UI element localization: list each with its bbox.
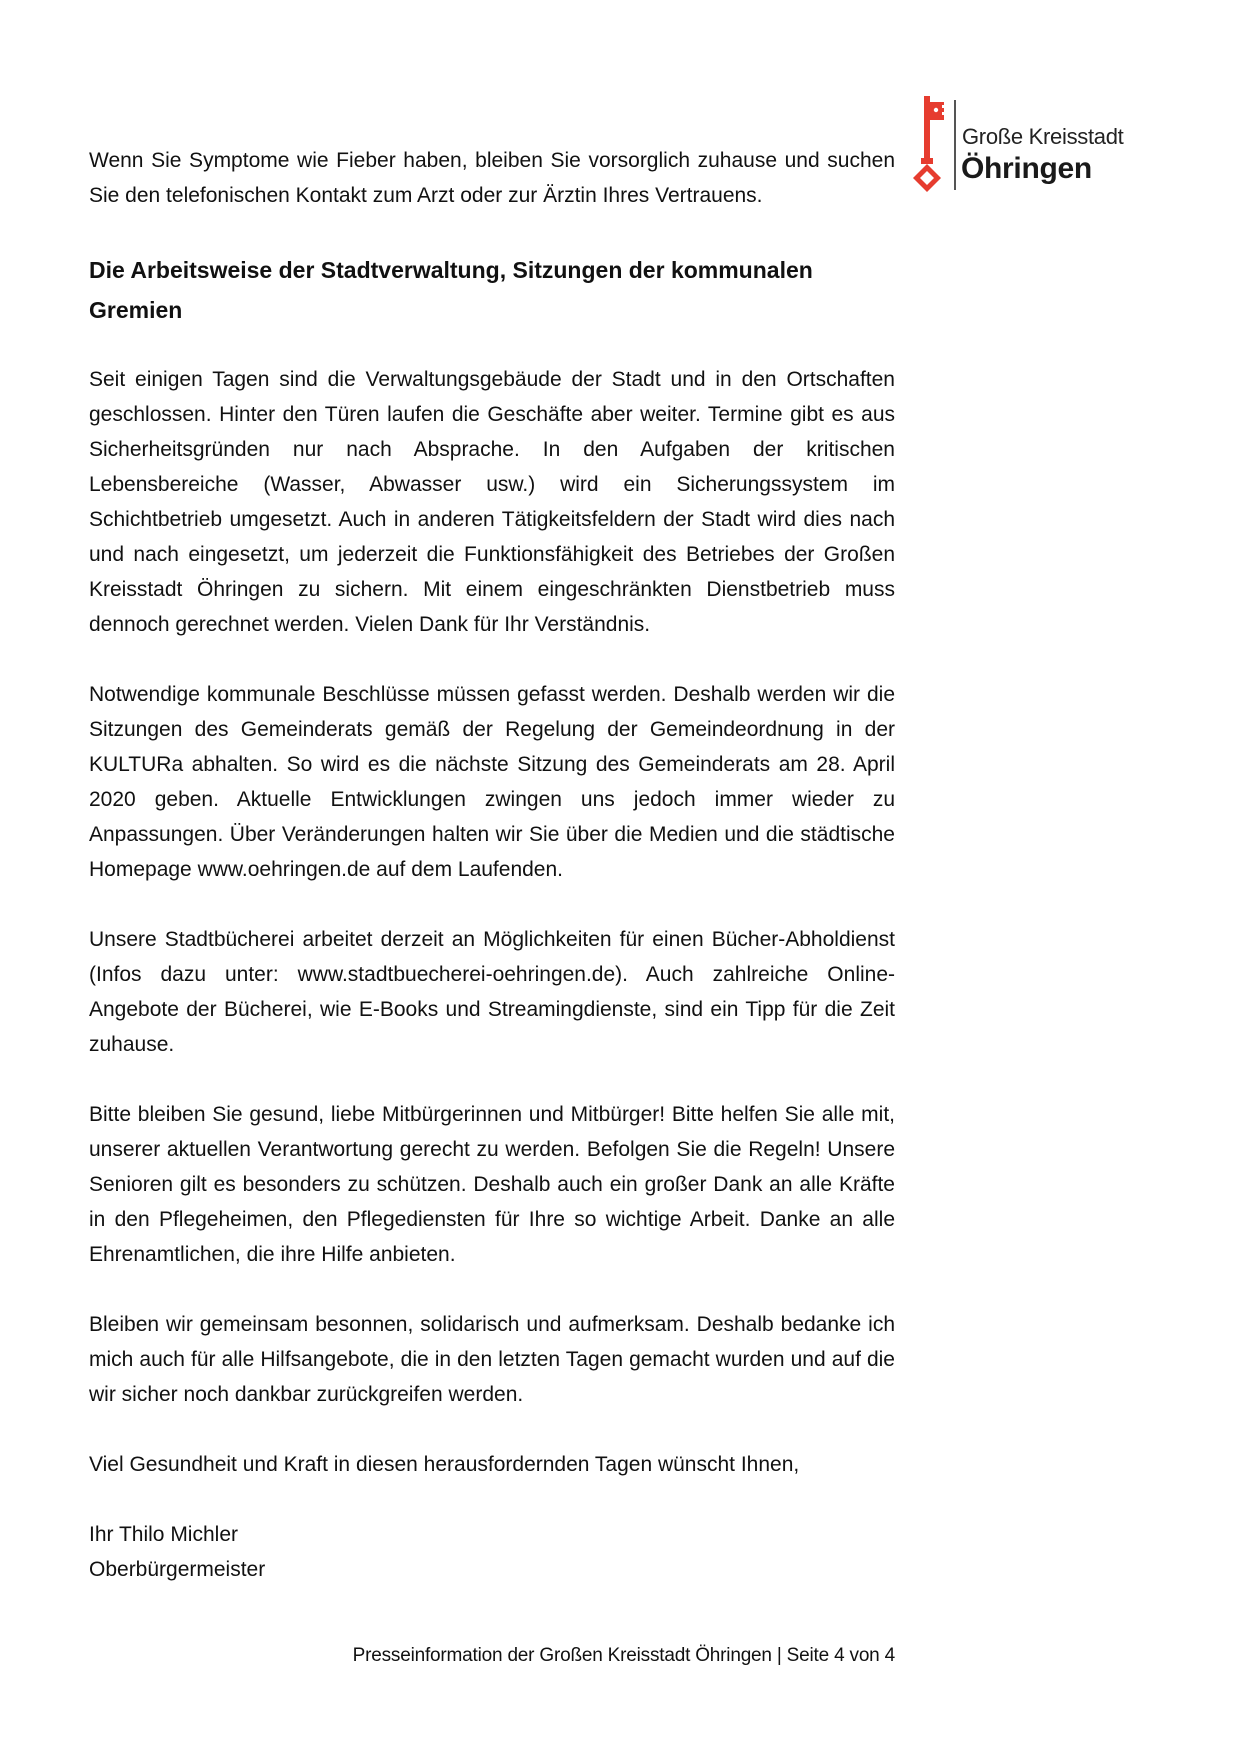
closing-greeting: Viel Gesundheit und Kraft in diesen herausfordernden Tagen wünscht Ihnen, <box>89 1453 800 1476</box>
paragraph-stay-healthy: Bitte bleiben Sie gesund, liebe Mitbürgerinnen und Mitbürger! Bitte helfen Sie alle mit, unserer aktuellen Verantwortung gerecht zu werden. Befolgen Sie die Regeln! Unsere Senioren gilt es besonders zu schützen. Deshalb auch ein großer Dank an alle Kräfte in den Pflegeheimen, den Pflegediensten für Ihre so wichtige Arbeit. Danke an alle Ehrenamtlichen, die ihre Hilfe anbieten. <box>89 1103 895 1266</box>
city-logo <box>904 94 1134 204</box>
spacer <box>89 1482 895 1517</box>
logo-divider <box>954 100 956 190</box>
logo-text-line2: Öhringen <box>961 152 1092 185</box>
section-heading: Die Arbeitsweise der Stadtverwaltung, Sitzungen der kommunalen Gremien <box>89 257 813 323</box>
spacer <box>89 887 895 922</box>
logo-text-line1: Große Kreisstadt <box>962 124 1124 149</box>
spacer <box>89 1062 895 1097</box>
paragraph-administration: Seit einigen Tagen sind die Verwaltungsgebäude der Stadt und in den Ortschaften geschlossen. Hinter den Türen laufen die Geschäfte aber weiter. Termine gibt es aus Sicherheitsgründen nur nach Absprache. In den Aufgaben der kritischen Lebensbereiche (Wasser, Abwasser usw.) wird ein Sicherungssystem im Schichtbetrieb umgesetzt. Auch in anderen Tätigkeitsfeldern der Stadt wird dies nach und nach eingesetzt, um jederzeit die Funktionsfähigkeit des Betriebes der Großen Kreisstadt Öhringen zu sichern. Mit einem eingeschränkten Dienstbetrieb muss dennoch gerechnet werden. Vielen Dank für Ihr Verständnis. <box>89 368 895 636</box>
key-icon <box>904 94 948 194</box>
signature-title: Oberbürgermeister <box>89 1558 266 1581</box>
spacer <box>89 330 895 362</box>
spacer <box>89 1272 895 1307</box>
spacer <box>89 1412 895 1447</box>
paragraph-council-meetings: Notwendige kommunale Beschlüsse müssen gefasst werden. Deshalb werden wir die Sitzungen des Gemeinderats gemäß der Regelung der Gemeindeordnung in der KULTURa abhalten. So wird es die nächste Sitzung des Gemeinderats am 28. April 2020 geben. Aktuelle Entwicklungen zwingen uns jedoch immer wieder zu Anpassungen. Über Veränderungen halten wir Sie über die Medien und die städtische Homepage www.oehringen.de auf dem Laufenden. <box>89 683 895 881</box>
spacer <box>89 642 895 677</box>
paragraph-library: Unsere Stadtbücherei arbeitet derzeit an Möglichkeiten für einen Bücher-Abholdienst (Infos dazu unter: www.stadtbuecherei-oehringen.de). Auch zahlreiche Online-Angebote der Bücherei, wie E-Books und Streamingdienste, sind ein Tipp für die Zeit zuhause. <box>89 928 895 1056</box>
page-footer: Presseinformation der Großen Kreisstadt Öhringen | Seite 4 von 4 <box>352 1645 895 1666</box>
spacer <box>89 213 895 250</box>
paragraph-solidarity: Bleiben wir gemeinsam besonnen, solidarisch und aufmerksam. Deshalb bedanke ich mich auch für alle Hilfsangebote, die in den letzten Tagen gemacht wurden und auf die wir sicher noch dankbar zurückgreifen werden. <box>89 1313 895 1406</box>
intro-paragraph: Wenn Sie Symptome wie Fieber haben, bleiben Sie vorsorglich zuhause und suchen Sie den telefonischen Kontakt zum Arzt oder zur Ärztin Ihres Vertrauens. <box>89 149 895 207</box>
document-body <box>89 143 895 1587</box>
signature-name: Ihr Thilo Michler <box>89 1523 238 1546</box>
